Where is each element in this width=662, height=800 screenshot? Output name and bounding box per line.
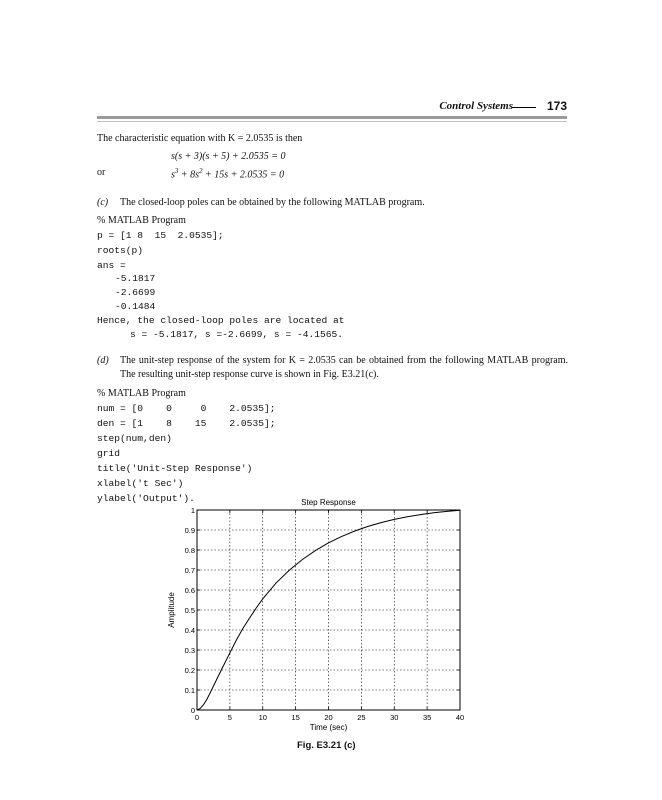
x-tick-label: 25 [357, 713, 366, 722]
x-tick-label: 0 [194, 713, 200, 722]
chart-title: Step Response [301, 498, 356, 507]
header-dash [512, 107, 536, 108]
y-tick-label: 0.3 [184, 646, 195, 655]
running-header [97, 100, 567, 114]
code-line: grid [97, 448, 121, 459]
header-rule-thin [97, 121, 567, 122]
y-tick-label: 0.9 [184, 526, 195, 535]
x-axis-label: Time (sec) [309, 723, 348, 732]
code-line: step(num,den) [97, 433, 172, 444]
y-tick-label: 0.6 [184, 586, 195, 595]
step-response-chart [160, 494, 480, 742]
part-d-program-heading: % MATLAB Program [97, 388, 186, 399]
y-tick-label: 0.2 [184, 666, 195, 675]
header-rule [97, 116, 567, 119]
y-tick-label: 0.7 [184, 566, 195, 575]
y-tick-label: 1 [190, 506, 195, 515]
x-tick-labels [195, 713, 464, 722]
header-title: Control Systems [439, 100, 513, 112]
x-tick-label: 5 [227, 713, 232, 722]
y-tick-label: 0.8 [184, 546, 195, 555]
code-line: title('Unit-Step Response') [97, 463, 253, 474]
x-tick-label: 10 [258, 713, 267, 722]
y-tick-labels [185, 506, 195, 715]
equation-1: s(s + 3)(s + 5) + 2.0535 = 0 [171, 151, 286, 162]
code-line: xlabel('t Sec') [97, 478, 184, 489]
y-tick-label: 0 [190, 706, 195, 715]
code-line: den = [1 8 15 2.0535]; [97, 418, 276, 429]
or-label: or [97, 167, 106, 178]
y-tick-label: 0.4 [184, 626, 195, 635]
intro-text: The characteristic equation with K = 2.0535 is then [97, 133, 303, 144]
y-axis-label: Amplitude [167, 592, 176, 628]
conclusion-text: Hence, the closed-loop poles are located at [97, 315, 345, 326]
x-tick-label: 40 [455, 713, 465, 722]
part-c-program-heading: % MATLAB Program [97, 215, 186, 226]
x-tick-label: 35 [422, 713, 432, 722]
part-c-label: (c) [97, 197, 109, 208]
part-d-label: (d) [97, 355, 109, 366]
page-number: 173 [546, 99, 567, 113]
chart-grid [197, 510, 460, 710]
code-line: ylabel('Output'). [97, 493, 195, 504]
x-tick-label: 30 [390, 713, 399, 722]
root-value: -5.1817 [115, 273, 156, 284]
x-tick-label: 15 [291, 713, 300, 722]
figure-caption: Fig. E3.21 (c) [297, 740, 356, 751]
code-line: p = [1 8 15 2.0535]; [97, 230, 224, 241]
root-value: -2.6699 [115, 287, 156, 298]
part-d-text: The unit-step response of the system for K = 2.0535 can be obtained from the following MATLAB program. The resulting unit-step response curve is shown in Fig. E3.21(c). [120, 355, 568, 380]
x-tick-label: 20 [324, 713, 333, 722]
y-tick-label: 0.1 [184, 686, 195, 695]
pole-locations: s = -5.1817, s =-2.6699, s = -4.1565. [130, 329, 344, 340]
code-line: num = [0 0 0 2.0535]; [97, 403, 276, 414]
code-line: ans = [97, 260, 126, 271]
part-c-text: The closed-loop poles can be obtained by the following MATLAB program. [120, 197, 425, 208]
code-line: roots(p) [97, 245, 144, 256]
equation-2: $s^3 + 8s^2 + 15s + 2.0535 = 0$ [171, 167, 285, 181]
y-tick-label: 0.5 [184, 606, 195, 615]
root-value: -0.1484 [115, 301, 156, 312]
